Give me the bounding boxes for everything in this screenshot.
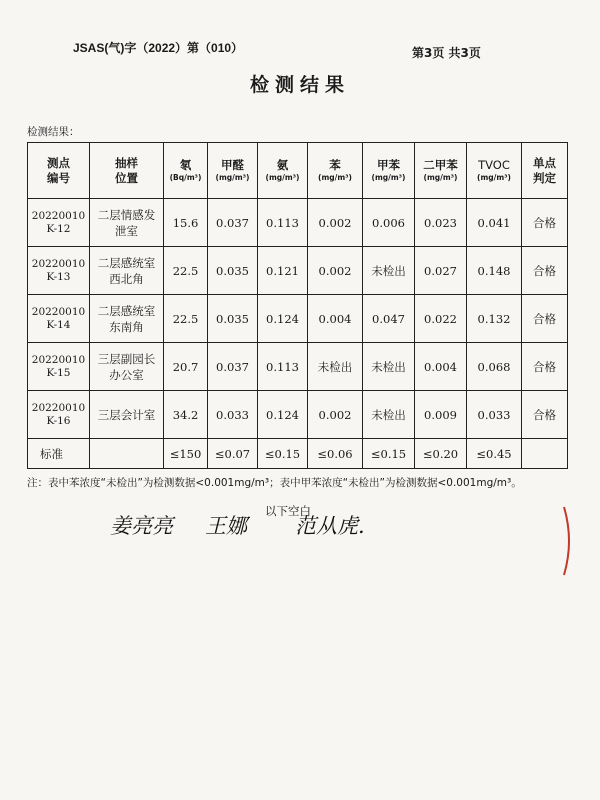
standard-label: 标准 bbox=[28, 439, 90, 469]
value-cell: 0.037 bbox=[208, 343, 258, 391]
value-cell: 0.004 bbox=[415, 343, 467, 391]
standard-cell: ≤0.15 bbox=[363, 439, 415, 469]
blank-below-text: 以下空白 bbox=[265, 504, 311, 518]
value-cell: 0.002 bbox=[308, 391, 363, 439]
header-unit: (mg/m³) bbox=[318, 173, 352, 182]
page-number: 第3页 共3页 bbox=[412, 46, 481, 60]
location-cell: 二层感统室 东南角 bbox=[90, 295, 164, 343]
judgement-cell: 合格 bbox=[522, 343, 568, 391]
table-header-row bbox=[28, 143, 568, 199]
judgement-cell: 合格 bbox=[522, 295, 568, 343]
document-title: 检测结果 bbox=[249, 74, 350, 96]
value-cell: 0.006 bbox=[363, 199, 415, 247]
results-table bbox=[27, 142, 568, 469]
header-unit: (mg/m³) bbox=[371, 173, 406, 182]
header-name: 二甲苯 bbox=[423, 158, 458, 172]
value-cell: 0.002 bbox=[308, 247, 363, 295]
standard-cell: ≤0.20 bbox=[415, 439, 467, 469]
value-cell: 0.037 bbox=[208, 199, 258, 247]
section-label: 检测结果： bbox=[27, 126, 80, 138]
value-cell: 未检出 bbox=[363, 247, 415, 295]
judgement-cell: 合格 bbox=[522, 247, 568, 295]
value-cell: 0.132 bbox=[467, 295, 522, 343]
value-cell: 0.068 bbox=[467, 343, 522, 391]
value-cell: 0.041 bbox=[467, 199, 522, 247]
location-cell: 二层情感发 泄室 bbox=[90, 199, 164, 247]
value-cell: 0.009 bbox=[415, 391, 467, 439]
value-cell: 0.113 bbox=[258, 343, 308, 391]
header-cell bbox=[258, 143, 308, 199]
value-cell: 22.5 bbox=[164, 295, 208, 343]
table-body bbox=[28, 199, 568, 439]
standard-cell: ≤0.07 bbox=[208, 439, 258, 469]
header-cell bbox=[467, 143, 522, 199]
location-cell: 三层会计室 bbox=[90, 391, 164, 439]
value-cell: 0.124 bbox=[258, 391, 308, 439]
table-row bbox=[28, 343, 568, 391]
header-cell bbox=[208, 143, 258, 199]
location-cell: 二层感统室 西北角 bbox=[90, 247, 164, 295]
header-name: 甲苯 bbox=[377, 158, 400, 172]
table-row bbox=[28, 247, 568, 295]
value-cell: 0.148 bbox=[467, 247, 522, 295]
table-row bbox=[28, 391, 568, 439]
value-cell: 20.7 bbox=[164, 343, 208, 391]
standard-cell: ≤0.45 bbox=[467, 439, 522, 469]
value-cell: 15.6 bbox=[164, 199, 208, 247]
header-cell bbox=[164, 143, 208, 199]
value-cell: 0.004 bbox=[308, 295, 363, 343]
judgement-cell: 合格 bbox=[522, 391, 568, 439]
standard-row bbox=[28, 439, 568, 469]
standard-cell bbox=[522, 439, 568, 469]
header-name: 氡 bbox=[179, 158, 192, 172]
value-cell: 0.027 bbox=[415, 247, 467, 295]
header-name: TVOC bbox=[478, 158, 510, 172]
value-cell: 22.5 bbox=[164, 247, 208, 295]
value-cell: 0.033 bbox=[467, 391, 522, 439]
header-name: 苯 bbox=[329, 158, 341, 172]
sample-code-cell: 20220010 K-16 bbox=[28, 391, 90, 439]
header-cell bbox=[363, 143, 415, 199]
header-cell bbox=[415, 143, 467, 199]
sample-code-cell: 20220010 K-14 bbox=[28, 295, 90, 343]
standard-cell: ≤150 bbox=[164, 439, 208, 469]
header-name: 单点 判定 bbox=[533, 155, 556, 185]
value-cell: 0.121 bbox=[258, 247, 308, 295]
value-cell: 0.113 bbox=[258, 199, 308, 247]
standard-cell: ≤0.06 bbox=[308, 439, 363, 469]
header-name: 测点 编号 bbox=[47, 155, 70, 185]
value-cell: 34.2 bbox=[164, 391, 208, 439]
value-cell: 0.023 bbox=[415, 199, 467, 247]
header-cell bbox=[308, 143, 363, 199]
header-unit: (mg/m³) bbox=[215, 173, 250, 182]
table-row bbox=[28, 199, 568, 247]
table-note: 注：表中苯浓度“未检出”为检测数据<0.001mg/m³；表中甲苯浓度“未检出”为检测数据<0.001mg/m³。 bbox=[27, 477, 522, 489]
value-cell: 未检出 bbox=[308, 343, 363, 391]
location-cell: 三层副园长 办公室 bbox=[90, 343, 164, 391]
sample-code-cell: 20220010 K-13 bbox=[28, 247, 90, 295]
signature-1: 姜亮亮 bbox=[110, 514, 173, 538]
header-unit: (Bq/m³) bbox=[169, 173, 202, 182]
value-cell: 0.033 bbox=[208, 391, 258, 439]
header-cell bbox=[90, 143, 164, 199]
header-name: 氨 bbox=[276, 158, 289, 172]
value-cell: 未检出 bbox=[363, 343, 415, 391]
value-cell: 0.035 bbox=[208, 247, 258, 295]
sample-code-cell: 20220010 K-15 bbox=[28, 343, 90, 391]
value-cell: 0.022 bbox=[415, 295, 467, 343]
value-cell: 0.047 bbox=[363, 295, 415, 343]
value-cell: 未检出 bbox=[363, 391, 415, 439]
header-cell bbox=[28, 143, 90, 199]
table-row bbox=[28, 295, 568, 343]
header-name: 抽样 位置 bbox=[115, 155, 138, 185]
value-cell: 0.124 bbox=[258, 295, 308, 343]
signature-3: 范从虎. bbox=[295, 514, 365, 538]
header-unit: (mg/m³) bbox=[423, 173, 458, 182]
header-unit: (mg/m³) bbox=[265, 173, 300, 182]
sample-code-cell: 20220010 K-12 bbox=[28, 199, 90, 247]
judgement-cell: 合格 bbox=[522, 199, 568, 247]
signature-2: 王娜 bbox=[205, 514, 247, 538]
standard-cell: ≤0.15 bbox=[258, 439, 308, 469]
header-unit: (mg/m³) bbox=[477, 173, 511, 182]
value-cell: 0.035 bbox=[208, 295, 258, 343]
header-name: 甲醛 bbox=[221, 158, 244, 172]
margin-mark-icon bbox=[560, 505, 576, 577]
standard-cell-empty bbox=[90, 439, 164, 469]
header-cell bbox=[522, 143, 568, 199]
document-number: JSAS(气)字（2022）第（010） bbox=[73, 41, 244, 55]
value-cell: 0.002 bbox=[308, 199, 363, 247]
